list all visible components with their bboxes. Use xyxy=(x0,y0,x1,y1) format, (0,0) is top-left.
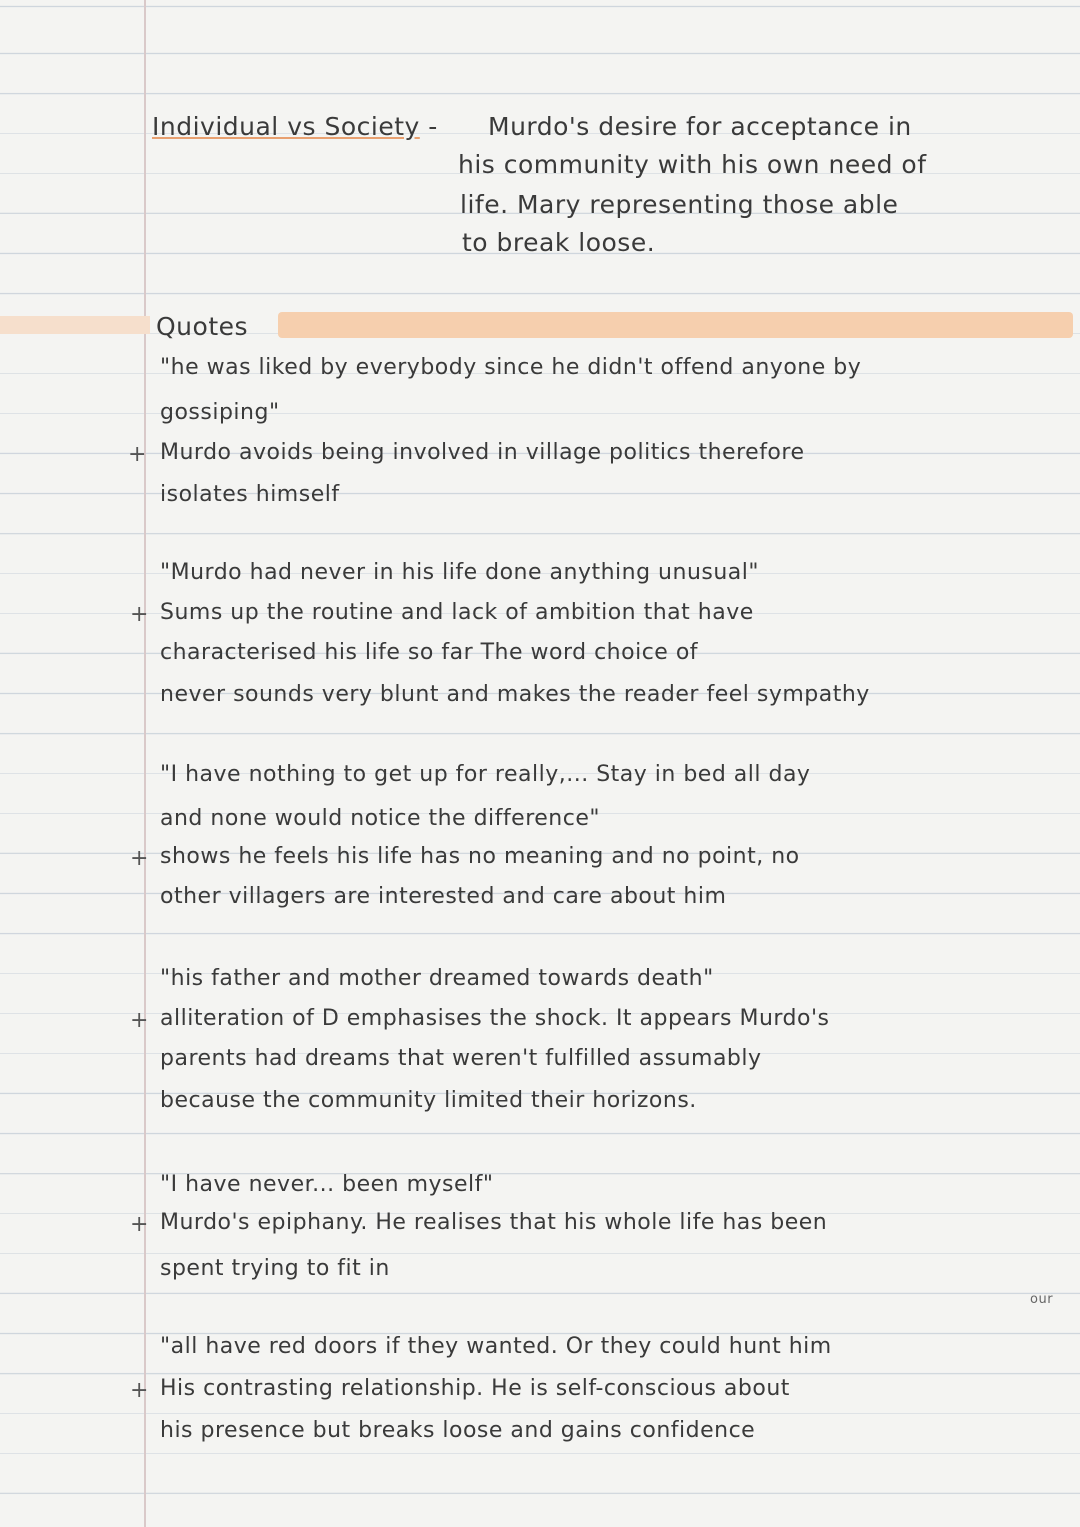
plus-marker: + xyxy=(130,1212,149,1237)
theme-desc-line-4: to break loose. xyxy=(462,228,656,257)
quote-4-line-1: "his father and mother dreamed towards death" xyxy=(160,966,714,991)
note-4-line-2: parents had dreams that weren't fulfilled assumably xyxy=(160,1046,762,1071)
quote-5-line-1: "I have never... been myself" xyxy=(160,1172,494,1197)
note-2-line-1: Sums up the routine and lack of ambition that have xyxy=(160,600,754,625)
note-4-line-3: because the community limited their horizons. xyxy=(160,1088,697,1113)
note-5-line-2: spent trying to fit in xyxy=(160,1256,390,1281)
note-6-line-2: his presence but breaks loose and gains confidence xyxy=(160,1418,756,1443)
margin-line xyxy=(144,0,146,1527)
note-1-line-2: isolates himself xyxy=(160,482,340,507)
plus-marker: + xyxy=(130,602,149,627)
quote-2-line-1: "Murdo had never in his life done anything unusual" xyxy=(160,560,760,585)
note-2-line-3: never sounds very blunt and makes the reader feel sympathy xyxy=(160,682,870,707)
note-3-line-2: other villagers are interested and care about him xyxy=(160,884,727,909)
quote-1-line-2: gossiping" xyxy=(160,400,280,425)
theme-heading: Individual vs Society - xyxy=(152,112,438,141)
corner-note: our xyxy=(1030,1292,1054,1307)
note-4-line-1: alliteration of D emphasises the shock. It appears Murdo's xyxy=(160,1006,830,1031)
theme-desc-line-3: life. Mary representing those able xyxy=(460,190,899,219)
theme-desc-line-1: Murdo's desire for acceptance in xyxy=(488,112,912,141)
note-2-line-2: characterised his life so far The word choice of xyxy=(160,640,699,665)
plus-marker: + xyxy=(130,1008,149,1033)
theme-desc-line-2: his community with his own need of xyxy=(458,150,927,179)
quotes-title: Quotes xyxy=(156,312,249,341)
quote-3-line-1: "I have nothing to get up for really,... Stay in bed all day xyxy=(160,762,811,787)
note-6-line-1: His contrasting relationship. He is self-conscious about xyxy=(160,1376,790,1401)
note-1-line-1: Murdo avoids being involved in village politics therefore xyxy=(160,440,805,465)
plus-marker: + xyxy=(130,846,149,871)
plus-marker: + xyxy=(130,1378,149,1403)
highlight-left xyxy=(0,316,150,334)
quote-1-line-1: "he was liked by everybody since he didn't offend anyone by xyxy=(160,355,862,380)
note-3-line-1: shows he feels his life has no meaning and no point, no xyxy=(160,844,800,869)
note-5-line-1: Murdo's epiphany. He realises that his whole life has been xyxy=(160,1210,828,1235)
quote-6-line-1: "all have red doors if they wanted. Or they could hunt him xyxy=(160,1334,832,1359)
quote-3-line-2: and none would notice the difference" xyxy=(160,806,600,831)
plus-marker: + xyxy=(128,442,147,467)
quotes-highlight xyxy=(278,312,1073,338)
